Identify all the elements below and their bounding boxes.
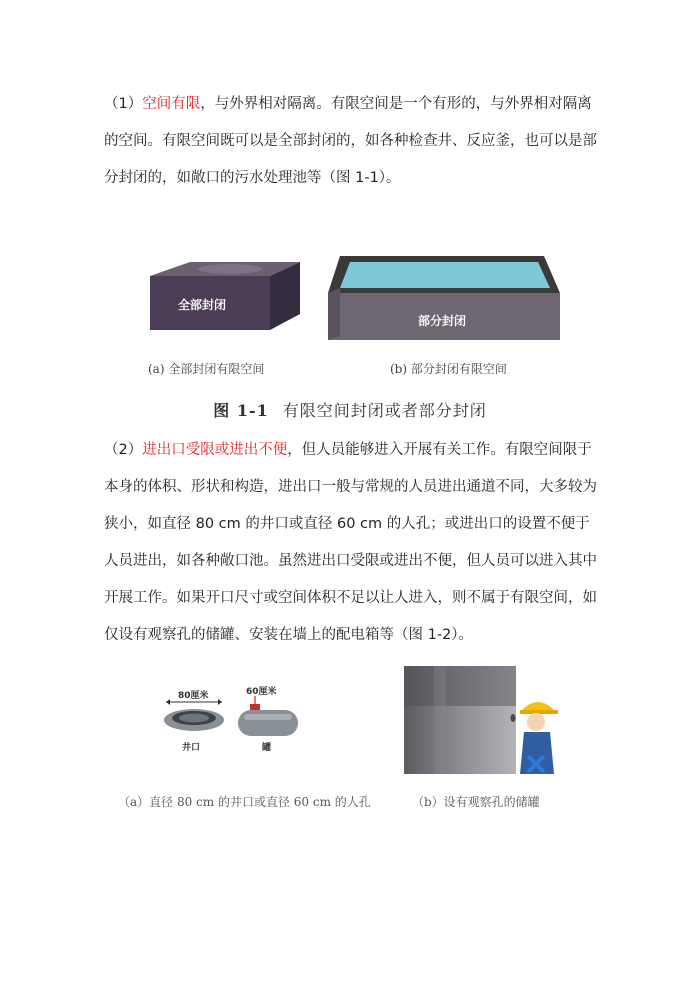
paragraph-2-line-5: 开展工作。如果开口尺寸或空间体积不足以让人进入，则不属于有限空间，如 <box>104 590 597 606</box>
paragraph-1-line-2: 的空间。有限空间既可以是全部封闭的，如各种检查井、反应釜，也可以是部 <box>104 133 597 149</box>
figure-1-1-title <box>0 398 700 421</box>
figure-1-2a <box>158 680 308 760</box>
figure-title-text: 有限空间封闭或者部分封闭 <box>282 401 487 420</box>
figure-1-2b <box>404 666 560 778</box>
paragraph-2-line-4: 人员进出，如各种敞口池。虽然进出口受限或进出不便，但人员可以进入其中 <box>104 553 597 569</box>
tank-label: 罐 <box>262 743 272 753</box>
item-number: （2） <box>104 442 143 458</box>
tank-dimension: 60厘米 <box>246 687 277 697</box>
figure-1-1-caption-b: (b) 部分封闭有限空间 <box>390 362 507 376</box>
tank-icon <box>238 696 298 736</box>
observation-hole-icon <box>511 714 516 722</box>
paragraph-2-line-2: 本身的体积、形状和构造，进出口一般与常规的人员进出通道不同，大多较为 <box>104 479 597 495</box>
closed-box-label: 全部封闭 <box>178 298 227 312</box>
figure-1-1 <box>140 248 580 388</box>
storage-tank-illustration <box>404 666 560 778</box>
line-text: ，与外界相对隔离。有限空间是一个有形的，与外界相对隔离 <box>200 96 592 112</box>
highlight-term: 进出口受限或进出不便 <box>142 442 288 458</box>
paragraph-1-line-1 <box>104 86 604 123</box>
figure-1-2-caption-b: （b）设有观察孔的储罐 <box>412 795 540 809</box>
well-label: 井口 <box>182 743 201 753</box>
item-number: （1） <box>104 96 143 112</box>
storage-tank-wall <box>404 666 516 774</box>
paragraph-1 <box>104 86 604 197</box>
paragraph-1-line-3: 分封闭的，如敞口的污水处理池等（图 1-1）。 <box>104 170 401 186</box>
figure-1-1-caption-a: (a) 全部封闭有限空间 <box>148 362 265 376</box>
paragraph-2 <box>104 432 604 654</box>
figure-1-2-caption-a: （a）直径 80 cm 的井口或直径 60 cm 的人孔 <box>118 795 371 809</box>
paragraph-2-line-1 <box>104 432 604 469</box>
paragraph-2-line-6: 仅设有观察孔的储罐、安装在墙上的配电箱等（图 1-2）。 <box>104 627 474 643</box>
line-text: ，但人员能够进入开展有关工作。有限空间限于 <box>287 442 592 458</box>
highlight-term: 空间有限 <box>142 96 201 112</box>
figure-number: 图 1-1 <box>213 401 269 420</box>
open-box-label: 部分封闭 <box>418 314 467 328</box>
manhole-icon <box>164 699 224 731</box>
well-dimension: 80厘米 <box>178 691 209 701</box>
paragraph-2-line-3: 狭小，如直径 80 cm 的井口或直径 60 cm 的人孔；或进出口的设置不便于 <box>104 516 590 532</box>
